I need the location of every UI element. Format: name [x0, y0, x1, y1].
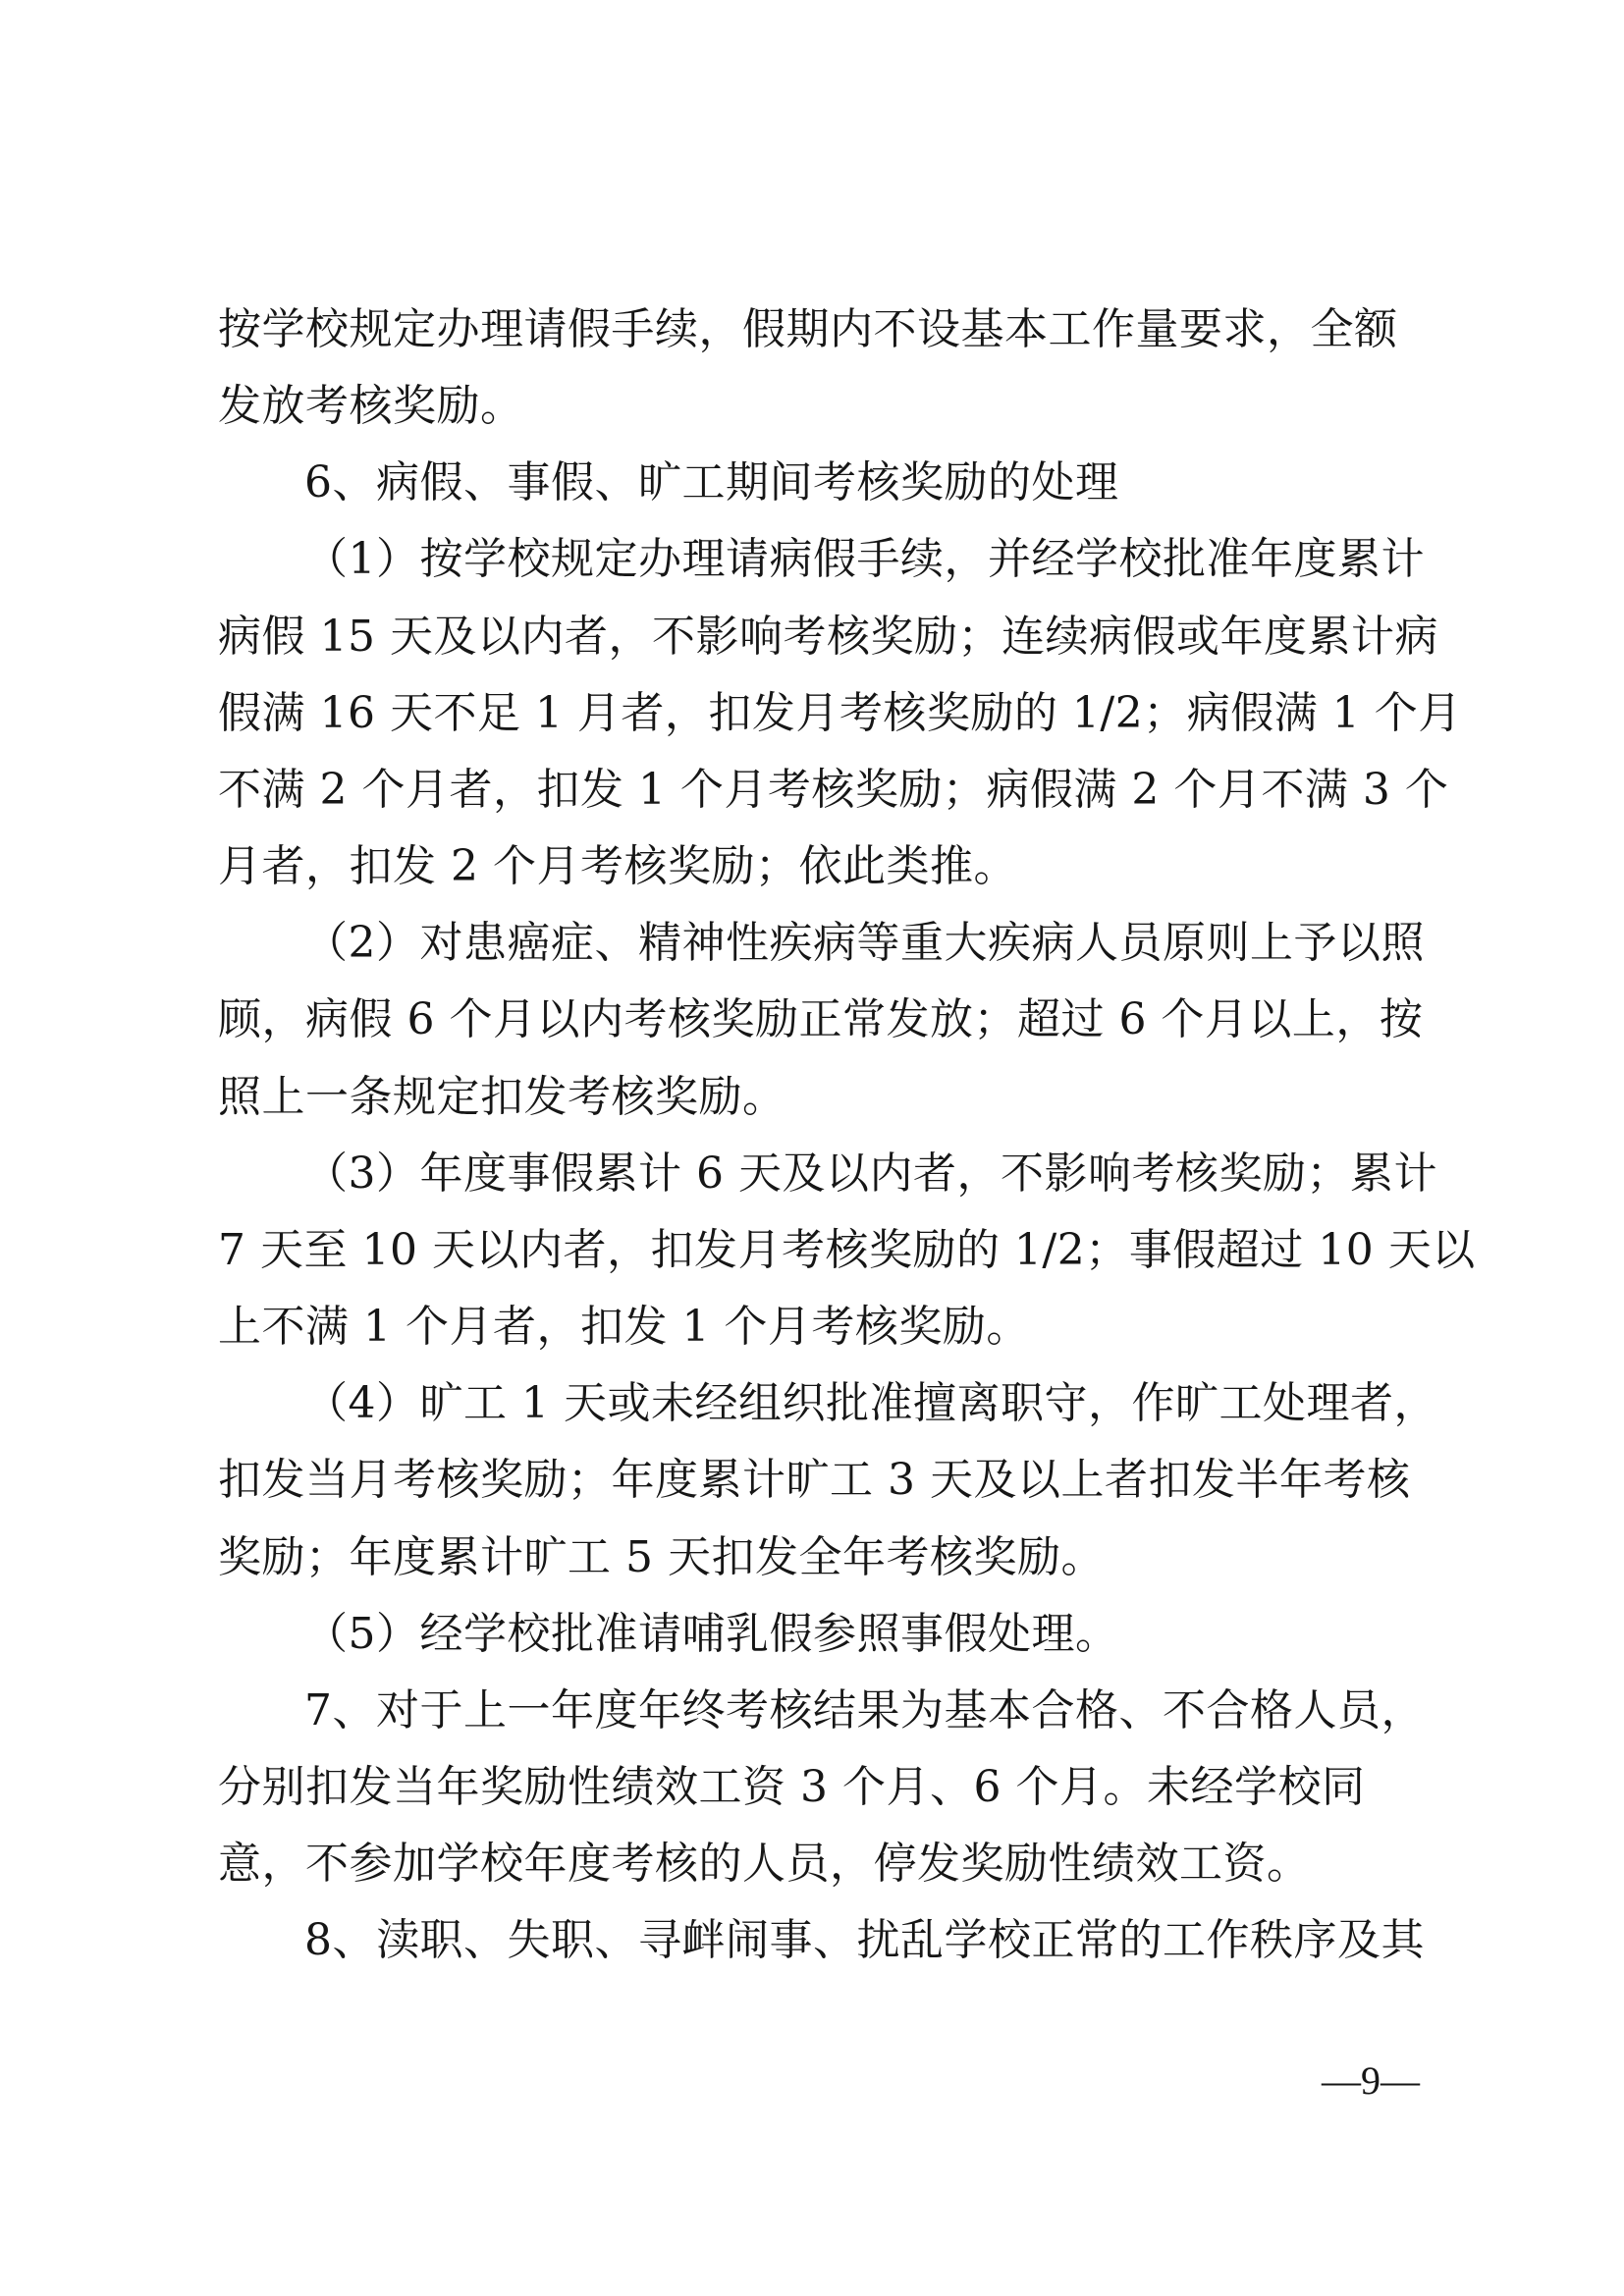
body-text-line: 照上一条规定扣发考核奖励。 [218, 1072, 786, 1122]
body-text-line: （5）经学校批准请哺乳假参照事假处理。 [304, 1609, 1119, 1659]
section-heading: 7、对于上一年度年终考核结果为基本合格、不合格人员， [304, 1685, 1425, 1735]
body-text-line: 不满 2 个月者，扣发 1 个月考核奖励；病假满 2 个月不满 3 个 [218, 765, 1449, 815]
body-text-line: 上不满 1 个月者，扣发 1 个月考核奖励。 [218, 1302, 1030, 1352]
body-text-line: 假满 16 天不足 1 月者，扣发月考核奖励的 1/2；病假满 1 个月 [218, 688, 1462, 738]
body-text-line: （2）对患癌症、精神性疾病等重大疾病人员原则上予以照 [304, 918, 1425, 968]
section-heading: 6、病假、事假、旷工期间考核奖励的处理 [304, 457, 1119, 507]
body-text-line: 顾，病假 6 个月以内考核奖励正常发放；超过 6 个月以上，按 [218, 994, 1424, 1044]
page-number: —9— [1322, 2058, 1420, 2103]
body-text-line: 发放考核奖励。 [218, 381, 524, 431]
body-text-line: 奖励；年度累计旷工 5 天扣发全年考核奖励。 [218, 1532, 1105, 1582]
body-text-line: （4）旷工 1 天或未经组织批准擅离职守，作旷工处理者， [304, 1378, 1437, 1428]
body-text-line: 7 天至 10 天以内者，扣发月考核奖励的 1/2；事假超过 10 天以 [218, 1225, 1476, 1275]
body-text-line: （1）按学校规定办理请病假手续，并经学校批准年度累计 [304, 534, 1425, 584]
body-text-line: 按学校规定办理请假手续，假期内不设基本工作量要求，全额 [218, 304, 1398, 354]
body-text-line: 意，不参加学校年度考核的人员，停发奖励性绩效工资。 [218, 1839, 1311, 1889]
body-text-line: 月者，扣发 2 个月考核奖励；依此类推。 [218, 841, 1017, 891]
body-text-line: 分别扣发当年奖励性绩效工资 3 个月、6 个月。未经学校同 [218, 1762, 1366, 1812]
body-text-line: 扣发当月考核奖励；年度累计旷工 3 天及以上者扣发半年考核 [218, 1455, 1411, 1505]
body-text-line: 病假 15 天及以内者，不影响考核奖励；连续病假或年度累计病 [218, 612, 1438, 662]
body-text-line: （3）年度事假累计 6 天及以内者，不影响考核奖励；累计 [304, 1148, 1437, 1199]
section-heading: 8、渎职、失职、寻衅闹事、扰乱学校正常的工作秩序及其 [304, 1915, 1425, 1965]
